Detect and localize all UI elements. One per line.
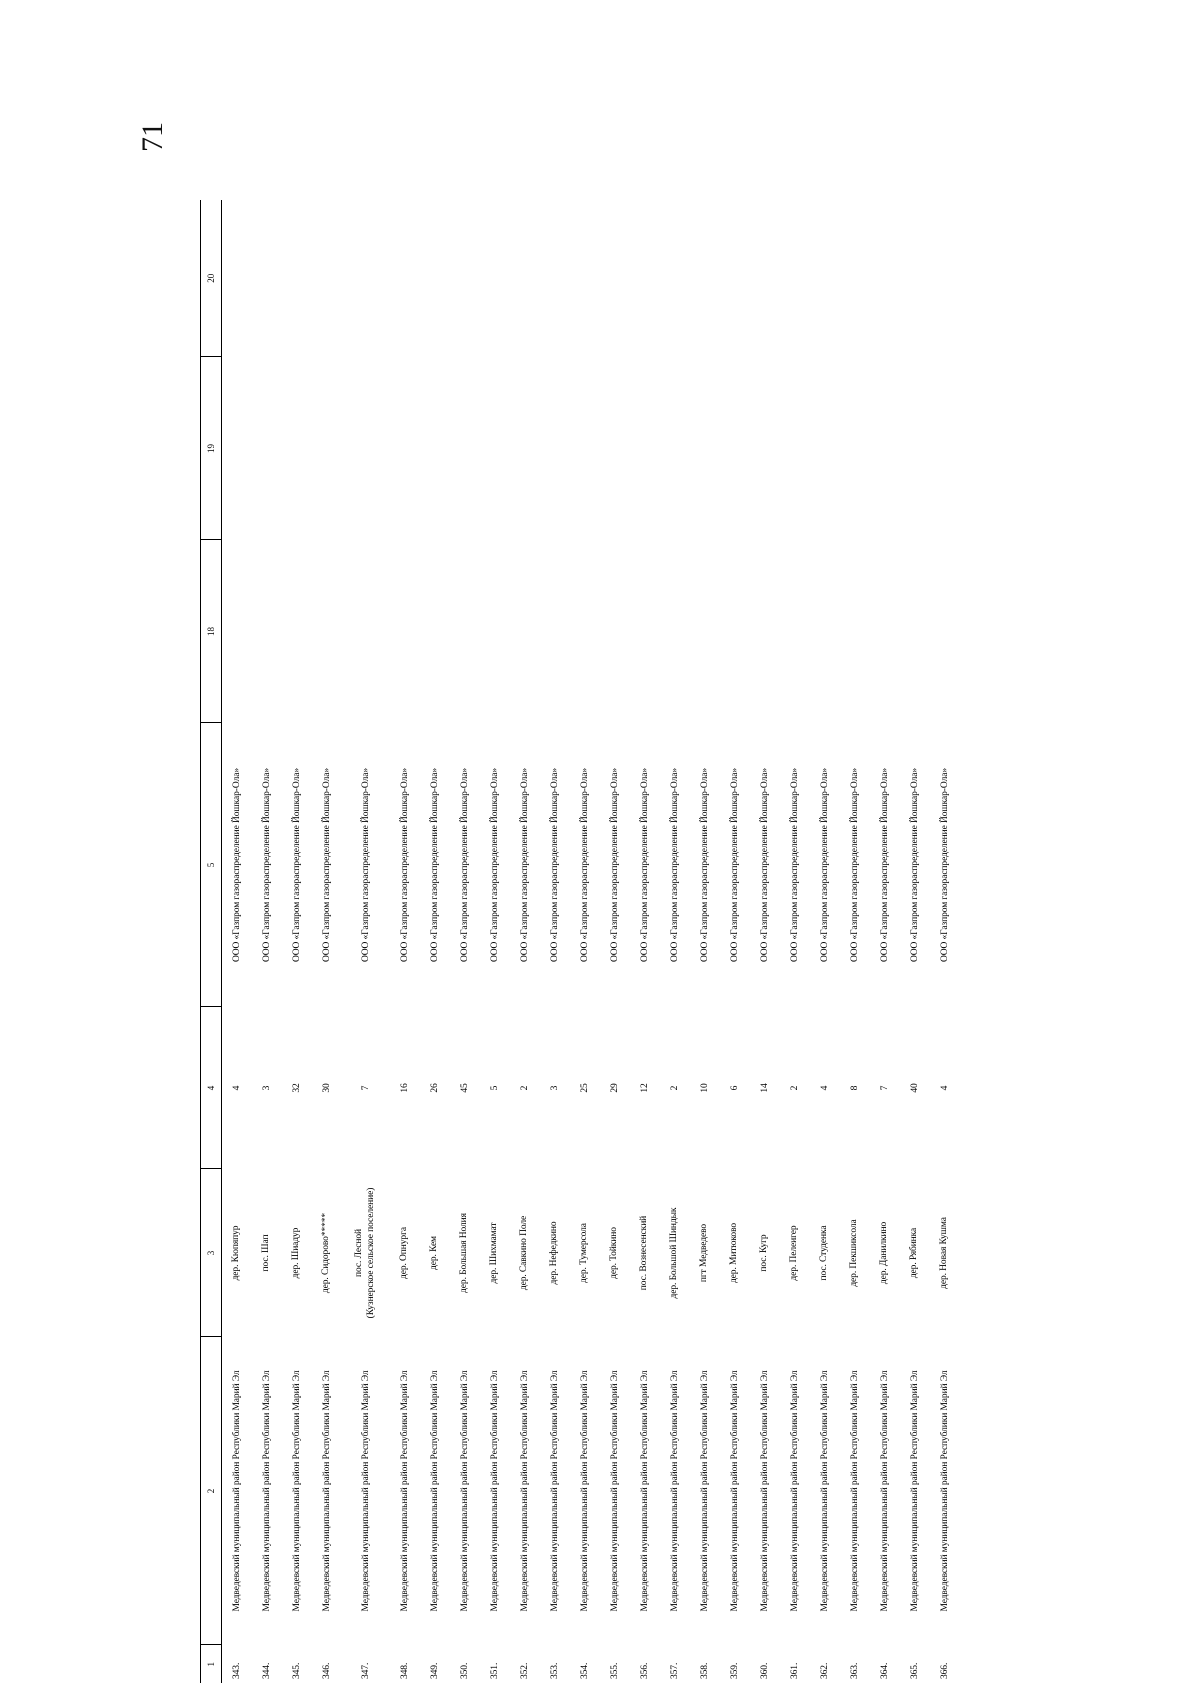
count-cell: 12 <box>640 1083 650 1093</box>
district-cell: Медведевский муниципальный район Республики Марий Эл <box>361 1370 371 1612</box>
empty-cell-19 <box>570 357 600 540</box>
district-cell: Медведевский муниципальный район Республики Марий Эл <box>232 1370 242 1612</box>
row-number: 348. <box>400 1662 410 1679</box>
count-cell: 25 <box>580 1083 590 1093</box>
organization-cell: ООО «Газпром газораспределение Йошкар-Ола» <box>400 767 410 963</box>
table-row <box>540 200 570 1683</box>
organization-cell: ООО «Газпром газораспределение Йошкар-Ола» <box>361 767 371 963</box>
empty-cell-19 <box>420 357 450 540</box>
district-cell: Медведевский муниципальный район Республики Марий Эл <box>940 1370 950 1612</box>
locality-cell <box>570 1169 600 1337</box>
locality-cell <box>312 1169 342 1337</box>
organization-cell: ООО «Газпром газораспределение Йошкар-Ола» <box>700 767 710 963</box>
district-cell: Медведевский муниципальный район Республики Марий Эл <box>910 1370 920 1612</box>
locality-name: пос. Кугр <box>759 1234 770 1272</box>
count-cell: 45 <box>460 1083 470 1093</box>
organization-cell: ООО «Газпром газораспределение Йошкар-Ола» <box>760 767 770 963</box>
organization-cell: ООО «Газпром газораспределение Йошкар-Ола» <box>430 767 440 963</box>
count-cell: 2 <box>520 1085 530 1091</box>
locality-name: дер. Митюково <box>729 1222 740 1284</box>
table-row <box>900 200 930 1683</box>
count-cell: 8 <box>850 1085 860 1091</box>
empty-cell-19 <box>720 357 750 540</box>
empty-cell-19 <box>312 357 342 540</box>
locality-cell <box>222 1169 253 1337</box>
locality-cell <box>480 1169 510 1337</box>
row-number: 343. <box>232 1662 242 1679</box>
row-number: 345. <box>292 1662 302 1679</box>
row-number: 344. <box>262 1662 272 1679</box>
table-row <box>750 200 780 1683</box>
table-row <box>720 200 750 1683</box>
empty-cell-20 <box>900 200 930 357</box>
empty-cell-19 <box>540 357 570 540</box>
empty-cell-19 <box>480 357 510 540</box>
organization-cell: ООО «Газпром газораспределение Йошкар-Ола» <box>940 767 950 963</box>
count-cell: 6 <box>730 1085 740 1091</box>
locality-name: дер. Шихмамат <box>489 1222 500 1284</box>
count-cell: 40 <box>910 1083 920 1093</box>
locality-name: пос. Шап <box>261 1234 272 1272</box>
column-header-20: 20 <box>201 200 222 357</box>
organization-cell: ООО «Газпром газораспределение Йошкар-Ола» <box>262 767 272 963</box>
count-cell: 3 <box>262 1085 272 1091</box>
empty-cell-19 <box>810 357 840 540</box>
row-number: 350. <box>460 1662 470 1679</box>
empty-cell-20 <box>570 200 600 357</box>
empty-cell-18 <box>312 540 342 723</box>
organization-cell: ООО «Газпром газораспределение Йошкар-Ола» <box>460 767 470 963</box>
table-row <box>570 200 600 1683</box>
locality-name: дер. Большой Шиндык <box>669 1207 680 1299</box>
rotated-table-container <box>200 200 980 1683</box>
row-number: 365. <box>910 1662 920 1679</box>
column-header-18: 18 <box>201 540 222 723</box>
district-cell: Медведевский муниципальный район Республики Марий Эл <box>850 1370 860 1612</box>
locality-cell <box>540 1169 570 1337</box>
locality-name: дер. Кюпяпур <box>231 1225 242 1281</box>
district-cell: Медведевский муниципальный район Республики Марий Эл <box>580 1370 590 1612</box>
empty-cell-19 <box>780 357 810 540</box>
empty-cell-18 <box>450 540 480 723</box>
empty-cell-20 <box>540 200 570 357</box>
row-number: 360. <box>760 1662 770 1679</box>
column-header-19: 19 <box>201 357 222 540</box>
empty-cell-19 <box>252 357 282 540</box>
gasification-table <box>200 200 960 1683</box>
district-cell: Медведевский муниципальный район Республики Марий Эл <box>820 1370 830 1612</box>
district-cell: Медведевский муниципальный район Республики Марий Эл <box>700 1370 710 1612</box>
row-number: 351. <box>490 1662 500 1679</box>
row-number: 346. <box>322 1662 332 1679</box>
empty-cell-20 <box>720 200 750 357</box>
table-row <box>252 200 282 1683</box>
locality-name: дер. Тойкино <box>609 1227 620 1279</box>
locality-name: дер. Тумерсола <box>579 1223 590 1283</box>
header-row <box>201 200 222 1683</box>
locality-note: (Кузнерское сельское поселение) <box>366 1187 376 1319</box>
empty-cell-18 <box>342 540 390 723</box>
locality-name: пос. Лесной <box>354 1229 365 1277</box>
empty-cell-19 <box>870 357 900 540</box>
column-header-4: 4 <box>201 1007 222 1169</box>
locality-cell <box>660 1169 690 1337</box>
empty-cell-20 <box>630 200 660 357</box>
district-cell: Медведевский муниципальный район Республики Марий Эл <box>322 1370 332 1612</box>
locality-name: дер. Сидорово***** <box>321 1212 332 1294</box>
table-row <box>282 200 312 1683</box>
locality-name: пос. Вознесенский <box>639 1215 650 1291</box>
organization-cell: ООО «Газпром газораспределение Йошкар-Ола» <box>850 767 860 963</box>
organization-cell: ООО «Газпром газораспределение Йошкар-Ола» <box>322 767 332 963</box>
district-cell: Медведевский муниципальный район Республики Марий Эл <box>550 1370 560 1612</box>
empty-cell-20 <box>480 200 510 357</box>
empty-cell-18 <box>870 540 900 723</box>
count-cell: 4 <box>940 1085 950 1091</box>
locality-cell <box>450 1169 480 1337</box>
empty-cell-19 <box>282 357 312 540</box>
table-row <box>450 200 480 1683</box>
organization-cell: ООО «Газпром газораспределение Йошкар-Ола» <box>820 767 830 963</box>
empty-cell-20 <box>930 200 960 357</box>
empty-cell-18 <box>510 540 540 723</box>
empty-cell-19 <box>690 357 720 540</box>
empty-cell-18 <box>252 540 282 723</box>
district-cell: Медведевский муниципальный район Республики Марий Эл <box>880 1370 890 1612</box>
empty-cell-19 <box>450 357 480 540</box>
district-cell: Медведевский муниципальный район Республики Марий Эл <box>262 1370 272 1612</box>
table-row <box>930 200 960 1683</box>
district-cell: Медведевский муниципальный район Республики Марий Эл <box>760 1370 770 1612</box>
row-number: 356. <box>640 1662 650 1679</box>
empty-cell-18 <box>570 540 600 723</box>
district-cell: Медведевский муниципальный район Республики Марий Эл <box>460 1370 470 1612</box>
column-header-5: 5 <box>201 723 222 1007</box>
row-number: 366. <box>940 1662 950 1679</box>
column-header-2: 2 <box>201 1337 222 1645</box>
empty-cell-19 <box>222 357 253 540</box>
count-cell: 7 <box>880 1085 890 1091</box>
table-row <box>480 200 510 1683</box>
empty-cell-18 <box>630 540 660 723</box>
locality-cell <box>870 1169 900 1337</box>
empty-cell-19 <box>600 357 630 540</box>
empty-cell-20 <box>810 200 840 357</box>
district-cell: Медведевский муниципальный район Республики Марий Эл <box>640 1370 650 1612</box>
empty-cell-18 <box>810 540 840 723</box>
count-cell: 29 <box>610 1083 620 1093</box>
locality-name: дер. Пекшиксола <box>849 1219 860 1287</box>
locality-cell <box>720 1169 750 1337</box>
empty-cell-18 <box>900 540 930 723</box>
row-number: 357. <box>670 1662 680 1679</box>
locality-cell <box>900 1169 930 1337</box>
organization-cell: ООО «Газпром газораспределение Йошкар-Ола» <box>790 767 800 963</box>
organization-cell: ООО «Газпром газораспределение Йошкар-Ола» <box>640 767 650 963</box>
locality-name: дер. Опнурга <box>399 1227 410 1279</box>
empty-cell-19 <box>930 357 960 540</box>
empty-cell-19 <box>510 357 540 540</box>
district-cell: Медведевский муниципальный район Республики Марий Эл <box>790 1370 800 1612</box>
empty-cell-20 <box>600 200 630 357</box>
locality-name: дер. Пелеигер <box>789 1225 800 1281</box>
empty-cell-20 <box>420 200 450 357</box>
count-cell: 30 <box>322 1083 332 1093</box>
empty-cell-20 <box>870 200 900 357</box>
empty-cell-19 <box>750 357 780 540</box>
table-row <box>840 200 870 1683</box>
empty-cell-20 <box>750 200 780 357</box>
row-number: 364. <box>880 1662 890 1679</box>
table-row <box>510 200 540 1683</box>
empty-cell-18 <box>480 540 510 723</box>
column-header-3: 3 <box>201 1169 222 1337</box>
row-number: 359. <box>730 1662 740 1679</box>
count-cell: 2 <box>670 1085 680 1091</box>
empty-cell-20 <box>780 200 810 357</box>
empty-cell-19 <box>342 357 390 540</box>
table-row <box>222 200 253 1683</box>
district-cell: Медведевский муниципальный район Республики Марий Эл <box>430 1370 440 1612</box>
empty-cell-19 <box>630 357 660 540</box>
table-row <box>312 200 342 1683</box>
organization-cell: ООО «Газпром газораспределение Йошкар-Ола» <box>910 767 920 963</box>
row-number: 347. <box>361 1662 371 1679</box>
locality-cell <box>510 1169 540 1337</box>
locality-name: дер. Данилкино <box>879 1221 890 1285</box>
locality-cell <box>282 1169 312 1337</box>
organization-cell: ООО «Газпром газораспределение Йошкар-Ола» <box>490 767 500 963</box>
table-row <box>690 200 720 1683</box>
count-cell: 10 <box>700 1083 710 1093</box>
empty-cell-18 <box>660 540 690 723</box>
organization-cell: ООО «Газпром газораспределение Йошкар-Ола» <box>880 767 890 963</box>
empty-cell-18 <box>222 540 253 723</box>
empty-cell-20 <box>450 200 480 357</box>
empty-cell-18 <box>540 540 570 723</box>
locality-name: дер. Шиадур <box>291 1227 302 1279</box>
table-row <box>342 200 390 1683</box>
district-cell: Медведевский муниципальный район Республики Марий Эл <box>670 1370 680 1612</box>
empty-cell-20 <box>840 200 870 357</box>
district-cell: Медведевский муниципальный район Республики Марий Эл <box>610 1370 620 1612</box>
table-row <box>600 200 630 1683</box>
organization-cell: ООО «Газпром газораспределение Йошкар-Ола» <box>520 767 530 963</box>
table-row <box>420 200 450 1683</box>
organization-cell: ООО «Газпром газораспределение Йошкар-Ола» <box>232 767 242 963</box>
table-row <box>630 200 660 1683</box>
page-number: 71 <box>136 122 169 152</box>
row-number: 352. <box>520 1662 530 1679</box>
count-cell: 5 <box>490 1085 500 1091</box>
locality-cell <box>810 1169 840 1337</box>
row-number: 353. <box>550 1662 560 1679</box>
empty-cell-18 <box>282 540 312 723</box>
empty-cell-18 <box>690 540 720 723</box>
locality-cell <box>600 1169 630 1337</box>
table-header <box>201 200 222 1683</box>
row-number: 361. <box>790 1662 800 1679</box>
row-number: 358. <box>700 1662 710 1679</box>
locality-cell <box>690 1169 720 1337</box>
locality-cell <box>390 1169 420 1337</box>
count-cell: 4 <box>232 1085 242 1091</box>
locality-cell <box>930 1169 960 1337</box>
count-cell: 14 <box>760 1083 770 1093</box>
table-row <box>390 200 420 1683</box>
table-row <box>810 200 840 1683</box>
empty-cell-18 <box>750 540 780 723</box>
empty-cell-18 <box>780 540 810 723</box>
empty-cell-18 <box>390 540 420 723</box>
organization-cell: ООО «Газпром газораспределение Йошкар-Ола» <box>580 767 590 963</box>
organization-cell: ООО «Газпром газораспределение Йошкар-Ола» <box>730 767 740 963</box>
organization-cell: ООО «Газпром газораспределение Йошкар-Ола» <box>292 767 302 963</box>
empty-cell-19 <box>840 357 870 540</box>
locality-cell <box>840 1169 870 1337</box>
table-body <box>222 200 961 1683</box>
count-cell: 3 <box>550 1085 560 1091</box>
empty-cell-18 <box>420 540 450 723</box>
organization-cell: ООО «Газпром газораспределение Йошкар-Ола» <box>610 767 620 963</box>
empty-cell-19 <box>900 357 930 540</box>
organization-cell: ООО «Газпром газораспределение Йошкар-Ола» <box>670 767 680 963</box>
count-cell: 26 <box>430 1083 440 1093</box>
empty-cell-18 <box>720 540 750 723</box>
district-cell: Медведевский муниципальный район Республики Марий Эл <box>400 1370 410 1612</box>
organization-cell: ООО «Газпром газораспределение Йошкар-Ола» <box>550 767 560 963</box>
empty-cell-20 <box>690 200 720 357</box>
locality-name: пос. Студенка <box>819 1225 830 1281</box>
locality-cell <box>630 1169 660 1337</box>
district-cell: Медведевский муниципальный район Республики Марий Эл <box>520 1370 530 1612</box>
district-cell: Медведевский муниципальный район Республики Марий Эл <box>292 1370 302 1612</box>
row-number: 349. <box>430 1662 440 1679</box>
table-row <box>870 200 900 1683</box>
empty-cell-20 <box>510 200 540 357</box>
count-cell: 4 <box>820 1085 830 1091</box>
empty-cell-20 <box>390 200 420 357</box>
locality-cell <box>750 1169 780 1337</box>
empty-cell-20 <box>222 200 253 357</box>
row-number: 354. <box>580 1662 590 1679</box>
empty-cell-18 <box>840 540 870 723</box>
locality-name: дер. Нефедкино <box>549 1221 560 1285</box>
empty-cell-20 <box>342 200 390 357</box>
locality-name: дер. Рябинка <box>909 1227 920 1279</box>
column-header-1: 1 <box>201 1645 222 1683</box>
locality-cell <box>342 1169 390 1337</box>
empty-cell-20 <box>312 200 342 357</box>
empty-cell-18 <box>930 540 960 723</box>
empty-cell-20 <box>660 200 690 357</box>
count-cell: 2 <box>790 1085 800 1091</box>
district-cell: Медведевский муниципальный район Республики Марий Эл <box>730 1370 740 1612</box>
locality-name: дер. Новая Кушма <box>939 1217 950 1289</box>
count-cell: 32 <box>292 1083 302 1093</box>
empty-cell-18 <box>600 540 630 723</box>
locality-name: дер. Кем <box>429 1236 440 1270</box>
table-row <box>660 200 690 1683</box>
count-cell: 16 <box>400 1083 410 1093</box>
locality-cell <box>252 1169 282 1337</box>
row-number: 363. <box>850 1662 860 1679</box>
table-row <box>780 200 810 1683</box>
locality-cell <box>780 1169 810 1337</box>
count-cell: 7 <box>361 1085 371 1091</box>
empty-cell-19 <box>660 357 690 540</box>
locality-name: дер. Большая Нолия <box>459 1213 470 1293</box>
locality-cell <box>420 1169 450 1337</box>
empty-cell-20 <box>282 200 312 357</box>
locality-name: дер. Савкино Поле <box>519 1215 530 1291</box>
district-cell: Медведевский муниципальный район Республики Марий Эл <box>490 1370 500 1612</box>
locality-name: пгт Медведево <box>699 1223 710 1283</box>
empty-cell-20 <box>252 200 282 357</box>
row-number: 355. <box>610 1662 620 1679</box>
row-number: 362. <box>820 1662 830 1679</box>
empty-cell-19 <box>390 357 420 540</box>
